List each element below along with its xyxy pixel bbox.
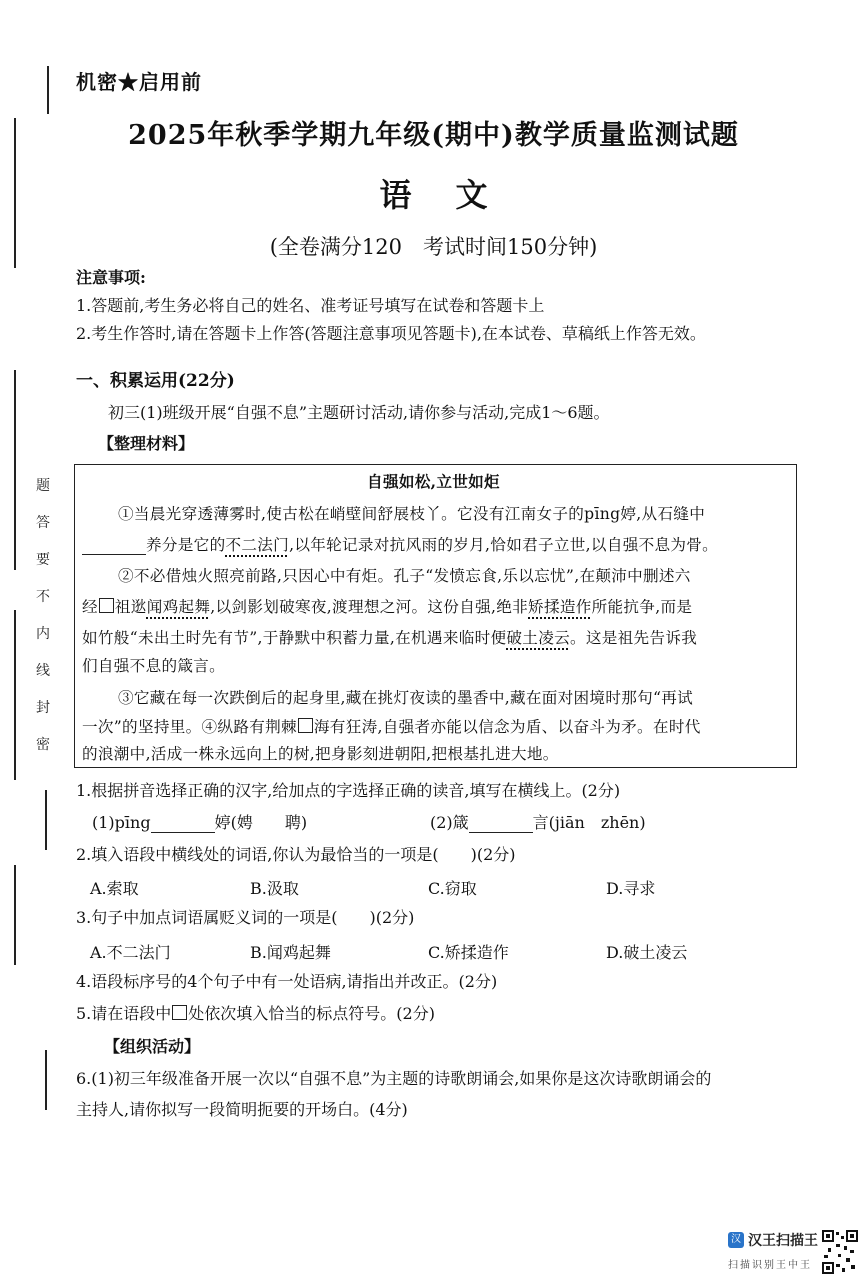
question-2: 2.填入语段中横线处的词语,你认为最恰当的一项是( )(2分) [76, 845, 516, 864]
dotted-term: 不二法门 [225, 536, 290, 554]
answer-blank [469, 816, 533, 833]
section-intro: 初三(1)班级开展“自强不息”主题研讨活动,请你参与活动,完成1～6题。 [108, 403, 610, 422]
q1b-suffix: 言(jiān zhēn) [532, 813, 646, 832]
q2-option-d: D.寻求 [606, 879, 656, 898]
passage-text: 经 [82, 598, 98, 616]
margin-char: 内 [36, 626, 50, 642]
q3-option-c: C.矫揉造作 [428, 943, 509, 962]
question-3: 3.句子中加点词语属贬义词的一项是( )(2分) [76, 908, 415, 927]
punctuation-box [172, 1005, 187, 1020]
margin-seal-text [34, 468, 52, 764]
passage-text: 所能抗争,而是 [591, 598, 693, 616]
margin-char: 要 [36, 552, 50, 568]
note-item: 2.考生作答时,请在答题卡上作答(答题注意事项见答题卡),在本试卷、草稿纸上作答无效。 [76, 324, 706, 343]
qr-code-icon [822, 1230, 858, 1274]
margin-char: 题 [36, 478, 50, 494]
scanner-logo-icon: 汉 [728, 1232, 744, 1248]
passage-text: ,以年轮记录对抗风雨的岁月,恰如君子立世,以自强不息为骨。 [289, 536, 719, 554]
q3-option-b: B.闻鸡起舞 [250, 943, 331, 962]
question-6-line: 6.(1)初三年级准备开展一次以“自强不息”为主题的诗歌朗诵会,如果你是这次诗歌朗诵会的 [76, 1069, 712, 1088]
question-6-line: 主持人,请你拟写一段简明扼要的开场白。(4分) [76, 1100, 408, 1119]
q5-text: 5.请在语段中 [76, 1004, 172, 1023]
passage-text: 海有狂涛,自强者亦能以信念为盾、以奋斗为矛。在时代 [313, 718, 701, 736]
margin-char: 密 [36, 737, 50, 753]
answer-blank [151, 816, 215, 833]
q3-option-d: D.破土凌云 [606, 943, 688, 962]
passage-text: ,以剑影划破寒夜,渡理想之河。这份自强,绝非 [210, 598, 529, 616]
question-1: 1.根据拼音选择正确的汉字,给加点的字选择正确的读音,填写在横线上。(2分) [76, 781, 621, 800]
scanner-brand: 汉王扫描王 [748, 1233, 818, 1249]
note-item: 1.答题前,考生务必将自己的姓名、准考证号填写在试卷和答题卡上 [76, 296, 545, 315]
q1a-prefix: (1)pīng [92, 813, 151, 832]
margin-line-mid-2 [14, 610, 16, 780]
confidential-label: 机密★启用前 [76, 70, 202, 94]
answer-blank [82, 538, 146, 555]
passage-line [82, 533, 718, 555]
q3-option-a: A.不二法门 [90, 943, 171, 962]
q5-text: 处依次填入恰当的标点符号。(2分) [188, 1004, 435, 1023]
score-info: (全卷满分120 考试时间150分钟) [269, 235, 598, 259]
q1-part-a [92, 813, 307, 833]
margin-line-low [14, 865, 16, 965]
passage-line [82, 715, 701, 737]
material-label: 【整理材料】 [98, 434, 195, 453]
passage-line: ③它藏在每一次跌倒后的起身里,藏在挑灯夜读的墨香中,藏在面对困境时那句“再试 [118, 689, 694, 707]
subject-title: 语文 [379, 176, 532, 214]
passage-line [82, 626, 697, 648]
q1b-prefix: (2)箴 [430, 813, 469, 832]
passage-line [82, 595, 692, 617]
q2-option-a: A.索取 [90, 879, 139, 898]
passage-line: 的浪潮中,活成一株永远向上的树,把身影刻进朝阳,把根基扎进大地。 [82, 745, 559, 763]
q1a-suffix: 婷(娉 聘) [214, 813, 308, 832]
passage-line: ②不必借烛火照亮前路,只因心中有炬。孔子“发愤忘食,乐以忘忧”,在颠沛中删述六 [118, 567, 691, 585]
dotted-term: 破土凌云 [506, 629, 570, 647]
dotted-term: 矫揉造作 [528, 598, 592, 616]
q2-option-c: C.窃取 [428, 879, 477, 898]
section-heading: 一、积累运用(22分) [76, 371, 235, 391]
passage-line: 们自强不息的箴言。 [82, 657, 226, 675]
dotted-term: 闻鸡起舞 [146, 598, 211, 616]
margin-char: 不 [36, 589, 50, 605]
q2-option-b: B.汲取 [250, 879, 299, 898]
passage-text: 祖逖 [114, 598, 147, 616]
q1-part-b [430, 813, 646, 833]
punctuation-box [99, 598, 114, 613]
margin-line-dash-2 [45, 1050, 47, 1110]
question-5 [76, 1004, 435, 1024]
margin-char: 线 [36, 663, 50, 679]
exam-title: 2025年秋季学期九年级(期中)教学质量监测试题 [128, 120, 739, 151]
notes-heading: 注意事项: [76, 268, 146, 287]
passage-text: 养分是它的 [146, 536, 226, 554]
question-4: 4.语段标序号的4个句子中有一处语病,请指出并改正。(2分) [76, 972, 498, 991]
margin-line-dash-1 [45, 790, 47, 850]
margin-char: 封 [36, 700, 50, 716]
margin-char: 答 [36, 515, 50, 531]
passage-line: ①当晨光穿透薄雾时,使古松在峭壁间舒展枝丫。它没有江南女子的pīng婷,从石缝中 [118, 505, 706, 523]
passage-title: 自强如松,立世如炬 [367, 472, 500, 491]
activity-label: 【组织活动】 [104, 1037, 201, 1056]
margin-line-top-1 [47, 66, 49, 114]
passage-text: 如竹般“未出土时先有节”,于静默中积蓄力量,在机遇来临时便 [82, 629, 507, 647]
scanner-slogan: 扫描识别王中王 [728, 1260, 812, 1271]
passage-text: 。这是祖先告诉我 [569, 629, 698, 647]
punctuation-box [298, 718, 313, 733]
passage-text: 一次”的坚持里。④纵路有荆棘 [82, 718, 297, 736]
